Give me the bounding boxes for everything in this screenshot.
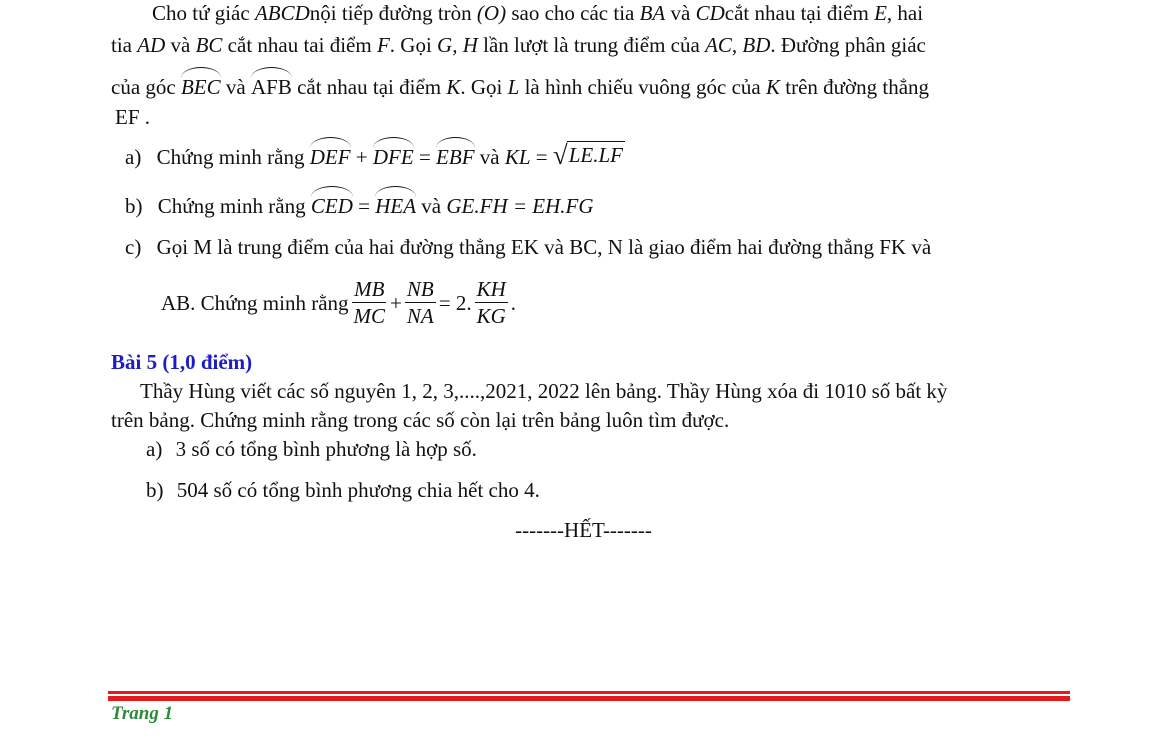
math-bc: BC	[195, 33, 223, 57]
math-cd: CD	[695, 1, 725, 25]
operator: = 2.	[438, 290, 472, 315]
sqrt-expression	[553, 141, 625, 168]
p5-part-b	[146, 477, 540, 503]
math-f: F	[376, 33, 390, 57]
end-mark: -------HẾT-------	[515, 518, 652, 542]
angle-def	[310, 144, 351, 170]
angle-text: AFB	[250, 75, 292, 99]
math-e: E	[874, 1, 887, 25]
fraction-mb-mc	[352, 276, 388, 329]
math-o: (O)	[476, 1, 507, 25]
math-k: K	[446, 75, 461, 99]
text: . Đường phân giác	[770, 33, 926, 57]
p4-line-4	[115, 104, 150, 130]
math-ratio: GE.FH = EH.FG	[446, 194, 594, 218]
angle-dfe	[373, 144, 414, 170]
operator: =	[413, 145, 437, 169]
p4-part-a	[125, 141, 625, 170]
text: . Gọi	[389, 33, 438, 57]
angle-hea	[375, 193, 416, 219]
text: .	[510, 290, 517, 315]
text: . Gọi	[460, 75, 508, 99]
text: cắt nhau tai điểm	[222, 33, 377, 57]
text: và	[165, 33, 196, 57]
math-ac-bd: AC, BD	[705, 33, 771, 57]
text: Chứng minh rằng	[156, 145, 310, 169]
text: 504 số có tổng bình phương chia hết cho 4.	[176, 478, 540, 502]
fraction-nb-na	[405, 276, 436, 329]
text: là hình chiếu vuông góc của	[519, 75, 766, 99]
text: và	[220, 75, 251, 99]
operator: =	[530, 145, 553, 169]
part-label: a)	[125, 145, 142, 169]
operator: +	[390, 290, 402, 315]
text: Chứng minh rằng	[157, 194, 311, 218]
footer-rule	[108, 691, 1070, 694]
radicand: LE.LF	[568, 143, 623, 167]
math-l: L	[507, 75, 520, 99]
text: , hai	[886, 1, 924, 25]
text: cắt nhau tại điểm	[291, 75, 447, 99]
numerator: KH	[476, 277, 506, 301]
math-kl: KL	[504, 145, 531, 169]
text: tia	[111, 33, 138, 57]
text: AB. Chứng minh rằng	[161, 290, 349, 315]
radical-icon: √	[552, 140, 568, 170]
numerator: NB	[406, 277, 434, 301]
angle-text: HEA	[375, 194, 417, 218]
text: sao cho các tia	[506, 1, 640, 25]
math-ad: AD	[137, 33, 166, 57]
p5-line-2	[111, 407, 729, 433]
math-ba: BA	[639, 1, 666, 25]
fraction-kh-kg	[475, 276, 508, 329]
operator: =	[352, 194, 376, 218]
text: nội tiếp đường tròn	[309, 1, 477, 25]
text: 3 số có tổng bình phương là hợp số.	[175, 437, 477, 461]
page-number: Trang 1	[111, 703, 174, 724]
text: trên đường thẳng	[780, 75, 930, 99]
text: của góc	[111, 75, 181, 99]
p5-line-1	[140, 378, 947, 404]
p4-line-2	[111, 32, 926, 58]
text: Cho tứ giác	[152, 1, 255, 25]
part-label: b)	[125, 194, 143, 218]
text: Gọi M là trung điểm của hai đường thẳng EK và BC, N là giao điểm hai đường thẳng FK và	[156, 235, 932, 259]
angle-text: CED	[310, 194, 353, 218]
angle-text: DEF	[309, 145, 351, 169]
p4-line-1	[152, 0, 923, 26]
footer-rule-thick	[108, 696, 1070, 701]
p4-part-c-line-1	[125, 234, 931, 260]
text: và	[474, 145, 505, 169]
text: và	[665, 1, 696, 25]
operator: +	[350, 145, 373, 169]
part-label: a)	[146, 437, 163, 461]
text: cắt nhau tại điểm	[724, 1, 875, 25]
angle-text: BEC	[180, 75, 221, 99]
p5-part-a	[146, 436, 477, 462]
angle-afb	[251, 74, 292, 100]
angle-ebf	[436, 144, 474, 170]
text: và	[416, 194, 447, 218]
angle-ced	[311, 193, 353, 219]
denominator: KG	[476, 304, 506, 328]
text: lần lượt là trung điểm của	[477, 33, 706, 57]
problem5-heading: Bài 5 (1,0 điểm)	[111, 350, 253, 374]
p4-line-3	[111, 74, 929, 100]
angle-text: DFE	[372, 145, 414, 169]
p4-part-c-line-2	[161, 276, 516, 329]
math-k: K	[766, 75, 781, 99]
part-label: c)	[125, 235, 142, 259]
text: EF .	[115, 105, 151, 129]
part-label: b)	[146, 478, 164, 502]
angle-text: EBF	[436, 145, 475, 169]
angle-bec	[181, 74, 221, 100]
numerator: MB	[354, 277, 385, 301]
p4-part-b	[125, 193, 594, 219]
math-gh: G, H	[437, 33, 478, 57]
text: Thầy Hùng viết các số nguyên 1, 2, 3,....,2021, 2022 lên bảng. Thầy Hùng xóa đi 1010 số bất kỳ	[140, 379, 948, 403]
denominator: MC	[353, 304, 386, 328]
text: trên bảng. Chứng minh rằng trong các số còn lại trên bảng luôn tìm được.	[111, 408, 730, 432]
denominator: NA	[406, 304, 434, 328]
math-abcd: ABCD	[254, 1, 310, 25]
